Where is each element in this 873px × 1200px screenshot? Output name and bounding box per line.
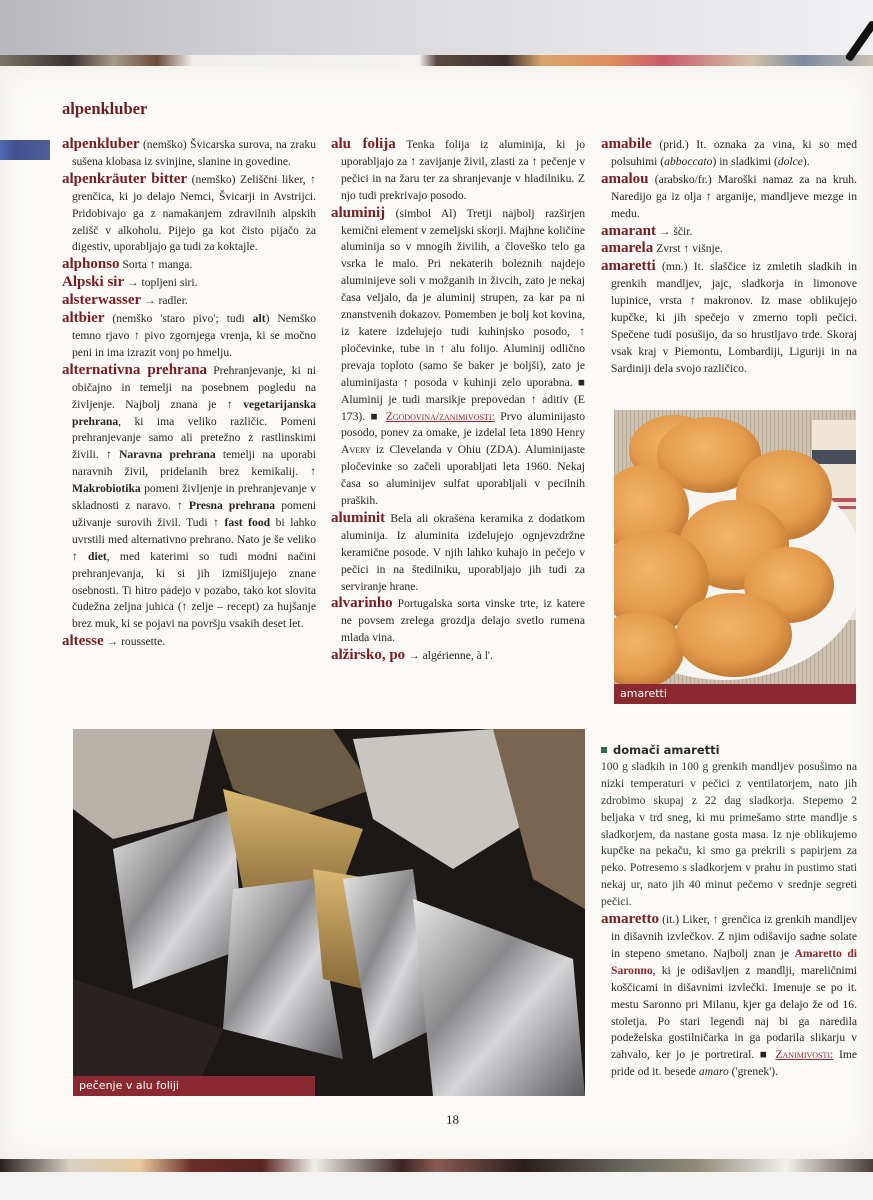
entry-alternativna-prehrana <box>62 362 316 634</box>
entry-amaretto <box>601 911 857 1081</box>
definition: (arabsko/fr.) Maroški namaz za na kruh. Naredijo ga iz olja ↑ arganije, mandljeve mezge in medu. <box>611 172 857 220</box>
headword: alpenkluber <box>62 136 140 152</box>
cross-reference[interactable]: Makrobiotika <box>72 482 141 496</box>
entry-alzirsko-po <box>331 647 585 665</box>
definition: (mn.) It. slaščice iz zmletih sladkih in grenkih mandljev, jajc, sladkorja in limonove lupinice, vrsta ↑ makronov. Iz mase oblikujejo kupčke, ki jih spečejo v zmerno topli pečici. Spečene tudi posušijo, da so hrustljavo trde. Skoraj vsak kraj v Piemontu, Lombardiji, Liguriji in na Sardiniji dela svojo različico. <box>611 260 857 375</box>
recipe-title-text: domači amaretti <box>613 743 720 757</box>
definition: Bela ali okrašena keramika z dodatkom aluminija. Iz aluminita izdelujejo ognjevzdržne keramične posode. V njih lahko kuhajo in pečejo v pečici in na štedilniku, uporabljajo jih tudi za serviranje hrane. <box>341 511 585 593</box>
photo-amaretti <box>614 410 856 704</box>
entry-amarela <box>601 240 857 258</box>
definition-part: iz Clevelanda v Ohiu (ZDA). Aluminijaste pločevinke so začeli uporabljati leta 1960. Nekaj časa so aluminijev sulfat uporabljali v pecilnih praških. <box>341 443 585 508</box>
section-link-zanimivosti[interactable]: Zanimivosti: <box>775 1048 834 1062</box>
definition-part: ) in sladkimi ( <box>712 154 778 168</box>
italic-term: dolce <box>777 154 803 168</box>
entry-amarant <box>601 223 857 241</box>
entry-alpenkrauter-bitter <box>62 171 316 257</box>
definition: Tenka folija iz aluminija, ki jo uporabljajo za ↑ zavijanje živil, zlasti za ↑ pečenje v pečici in na žaru ter za shranjevanje v hladilniku. Z njo tudi prekrivajo posodo. <box>341 138 585 202</box>
amaretti-cookies-image <box>614 410 856 704</box>
definition-part: , med katerimi so tudi modni načini prehranjevanja, ki si jih izmišljujejo znane osebnosti. Ti hitro padejo v pozabo, tako kot slovita čudežna zeljna juhica (↑ zelje – recept) za hujšanje brez muk, ki se pojavi na površju vsakih deset let. <box>72 549 316 631</box>
headword: amarela <box>601 240 654 257</box>
headword: aluminij <box>331 204 386 221</box>
recipe-box-title <box>601 742 857 759</box>
definition-part: pomeni življenje in prehranjevanje v skladnosti z naravo. ↑ <box>72 482 316 513</box>
definition-part: ('grenek'). <box>728 1065 779 1079</box>
section-link-zgodovina[interactable]: Zgodovina/zanimivosti: <box>385 409 495 423</box>
headword: alu folija <box>331 136 396 152</box>
definition-part: (nemško 'staro pivo'; tudi <box>104 312 253 326</box>
photo-caption: amaretti <box>614 684 856 704</box>
scanner-background-top <box>0 0 873 55</box>
definition-part: , ki je odišavljen z mandlji, mareličnimi koščicami in dišavnimi izvlečki. Imenuje se po it. mestu Saronno pri Milanu, kjer ga delajo že od 16. stoletja. Po stari legendi naj bi ga naredila podeželska gostilničarka in ga podarila slikarju v zahvalo, ker jo je portretiral. ■ <box>611 963 857 1062</box>
definition: → ščir. <box>656 224 693 238</box>
page-number: 18 <box>446 1112 459 1127</box>
definition-part: pomeni uživanje surovih živil. Tudi ↑ <box>72 499 316 529</box>
entry-altesse <box>62 633 316 651</box>
headword: amarant <box>601 222 656 239</box>
headword: alvarinho <box>331 595 393 612</box>
headword: alžirsko, po <box>331 647 406 664</box>
column-2 <box>331 136 585 665</box>
definition: → algérienne, à l'. <box>405 649 493 663</box>
headword: alpenkräuter bitter <box>62 170 188 187</box>
definition: Portugalska sorta vinske trte, iz katere ne povsem zrelega grozdja delajo svetlo rumena mlada vina. <box>341 597 585 645</box>
entry-amalou <box>601 171 857 223</box>
headword: amabile <box>601 136 652 152</box>
definition-part: (simbol Al) Tretji najbolj razširjen kemični element v zemeljski skorji. Majhne količine aluminija so v mnogih živilih, a človeško telo ga vsrka le malo. Pri nekaterih boleznih najdejo aluminijeve soli v možganih in živcih, zato je nekaj časa veljalo, da je aluminij strupen, za kar pa ni znanstvenih dokazov. Pomemben je bolj kot kovina, iz katere izdelujejo tudi kuhinjsko posodo, ↑ pločevinke, tube in ↑ alu folijo. Aluminij odlično prevaja toploto (samo še baker je boljši), zato je aluminijasta ↑ posoda v kuhinji zelo uporabna. ■ Aluminij je tudi marsikje prepovedan ↑ aditiv (E 173). ■ <box>341 206 585 423</box>
cross-reference[interactable]: diet <box>88 549 107 563</box>
headword: alsterwasser <box>62 292 142 309</box>
column-3 <box>601 136 857 378</box>
highlighted-term: Amaretto di Saronno <box>611 946 857 977</box>
cross-reference[interactable]: Presna prehrana <box>188 499 276 513</box>
headword: amalou <box>601 170 649 187</box>
definition: Zvrst ↑ višnje. <box>653 242 723 256</box>
running-head: alpenkluber <box>62 99 148 118</box>
definition-part: (it.) Liker, ↑ grenčica iz grenkih mandljev in dišavnih izvlečkov. Z njim odišavijo sadne solate in stepeno smetano. Najbolj znan je <box>611 913 857 960</box>
column-1 <box>62 136 316 651</box>
surname: Avery <box>341 443 371 457</box>
entry-alvarinho <box>331 595 585 647</box>
headword: aluminit <box>331 509 386 526</box>
definition: → roussette. <box>103 635 166 649</box>
definition: (nemško) Zeliščni liker, ↑ grenčica, ki jo delajo Nemci, Švicarji in Avstrijci. Pridobivajo ga z namakanjem zdravilnih alpskih zelišč v alkoholu. Pijejo ga kot čisto pijačo za digestiv, uporabljajo ga tudi za koktajle. <box>72 172 316 254</box>
headword: amaretti <box>601 258 656 275</box>
italic-term: amaro <box>698 1065 729 1079</box>
definition-part: temelji na uporabi naravnih živil, pridelanih brez kemikalij. ↑ <box>72 448 317 479</box>
definition-part: Prvo aluminijasto posodo, ponev za omake, je izdelal leta 1890 Henry <box>341 409 585 440</box>
definition-part: , ki ima veliko različic. Pomeni prehranjevanje samo ali pretežno z rastlinskimi živili. ↑ <box>72 414 316 462</box>
headword: altesse <box>62 633 104 650</box>
entry-amaretti <box>601 258 857 377</box>
definition: Sorta ↑ manga. <box>119 258 193 272</box>
entry-alphonso <box>62 256 316 274</box>
definition-part: ). <box>802 154 810 168</box>
entry-amabile <box>601 136 857 171</box>
entry-alsterwasser <box>62 292 316 310</box>
photo-foil-baking <box>73 729 585 1096</box>
entry-alpski-sir <box>62 274 316 292</box>
recipe-text: 100 g sladkih in 100 g grenkih mandljev posušimo na nizki temperaturi v pečici z ventilatorjem, nato jih zdrobimo skupaj z 22 dag sladkorja. Stepemo 2 beljaka v trd sneg, ki mu primešamo strte mandlje s sladkorjem, da nastane gosta masa. Iz nje oblikujemo kupčke na pekaču, ki smo ga prekrili s papirjem za peko. Potresemo s sladkorjem v prahu in pustimo stati nekaj ur, nato jih 40 minut pečemo v srednje segreti pečici. <box>601 759 857 909</box>
headword: alphonso <box>62 256 120 273</box>
column-3-lower <box>601 742 857 1081</box>
entry-alpenkluber <box>62 136 316 171</box>
headword: Alpski sir <box>62 274 125 291</box>
entry-altbier <box>62 310 316 362</box>
italic-term: abboccato <box>664 154 713 168</box>
cross-reference[interactable]: vegetarijanska prehrana <box>72 397 316 428</box>
definition-part: Prehranjevanje, ki ni običajno in temelji na posebnem pogledu na življenje. Najbolj znana je ↑ <box>72 363 316 411</box>
definition-part: bi lahko uvrstili med alternativno prehrano. Nato je še veliko ↑ <box>72 515 316 563</box>
entry-alu-folija <box>331 136 585 205</box>
scanner-background-bottom <box>0 1172 873 1200</box>
thumb-index-tab <box>0 140 50 160</box>
entry-aluminij <box>331 205 585 510</box>
photo-caption: pečenje v alu foliji <box>73 1076 315 1096</box>
definition: → topljeni siri. <box>124 276 198 290</box>
headword: amaretto <box>601 911 660 928</box>
entry-aluminit <box>331 510 585 596</box>
definition-part: ) Nemško temno rjavo ↑ pivo zgornjega vrenja, ki se močno peni in ima izrazit vonj po hmelju. <box>72 312 316 359</box>
headword: alternativna prehrana <box>62 361 208 378</box>
cross-reference[interactable]: fast food <box>224 515 271 529</box>
definition-part: Ime pride od it. besede <box>611 1048 857 1079</box>
bold-term: alt <box>252 312 266 326</box>
square-bullet-icon <box>601 747 607 753</box>
headword: altbier <box>62 310 105 327</box>
foil-potatoes-image <box>73 729 585 1096</box>
facing-page-edge-bottom <box>0 1159 873 1172</box>
cross-reference[interactable]: Naravna prehrana <box>119 448 216 462</box>
definition: (nemško) Švicarska surova, na zraku sušena klobasa iz svinjine, slanine in govedine. <box>72 138 316 168</box>
definition-part: (prid.) It. oznaka za vina, ki so med polsuhimi ( <box>611 138 857 168</box>
definition: → radler. <box>141 294 188 308</box>
facing-page-edge-top <box>0 55 873 66</box>
